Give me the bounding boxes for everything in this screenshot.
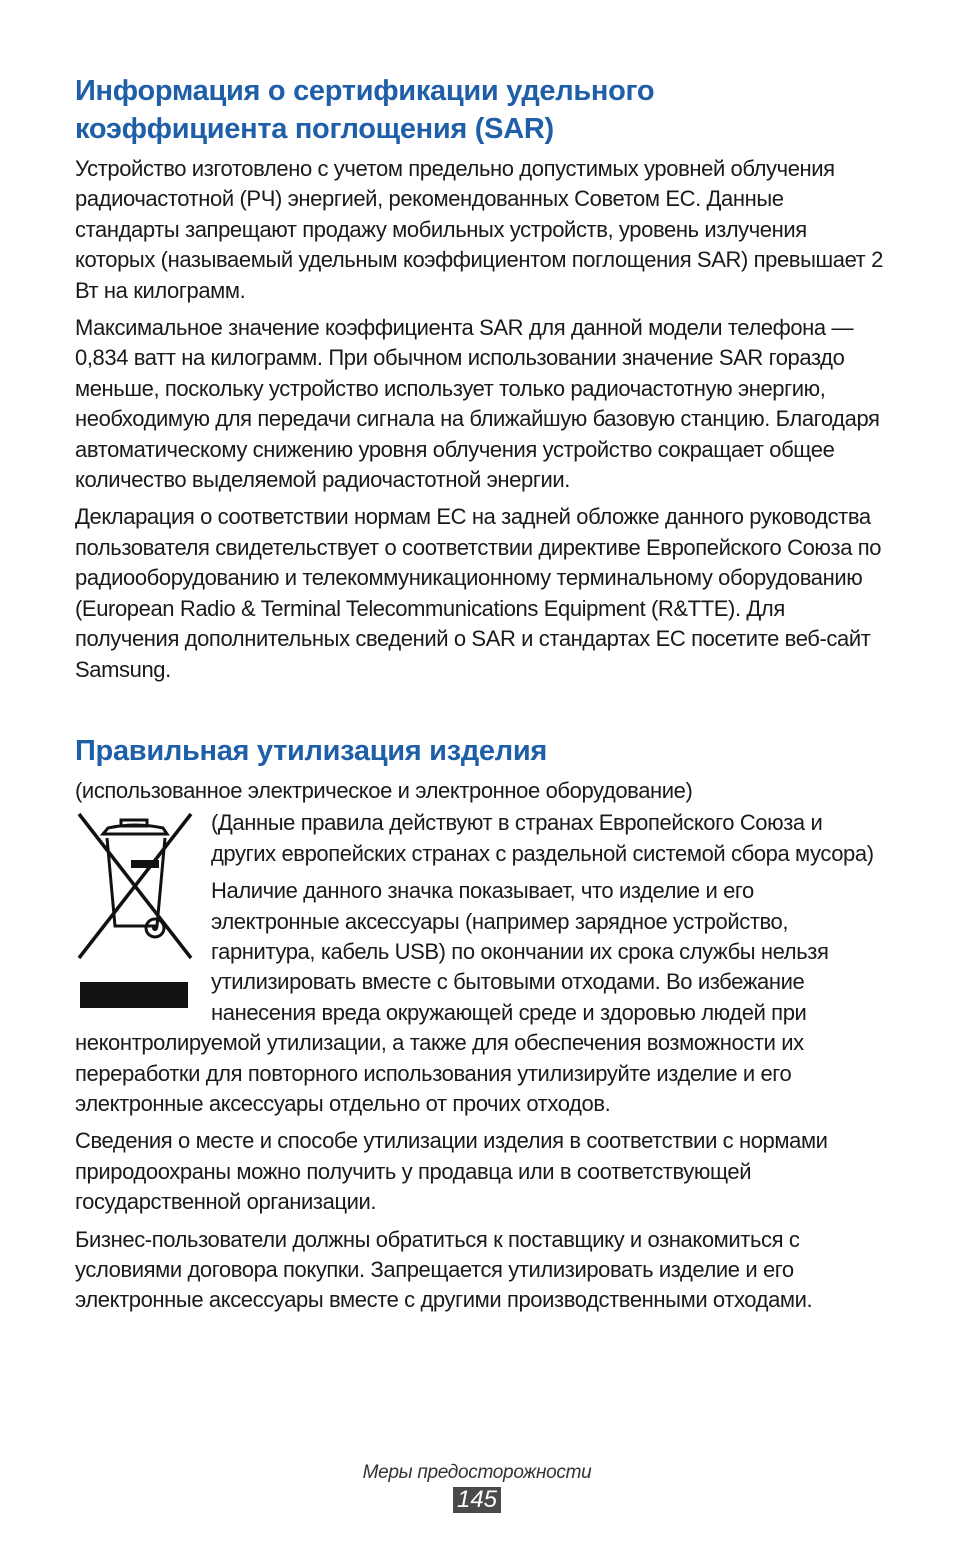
sar-paragraph-2: Максимальное значение коэффициента SAR для данной модели телефона — 0,834 ватт на килограмм. При обычном использовании значение SAR гораздо меньше, поскольку устройство использует только радиочастотную энергию, необходимую для передачи сигнала на ближайшую базовую станцию. Благодаря автоматическому снижению уровня облучения устройство сокращает общее количество выделяемой радиочастотной энергии.	[75, 315, 880, 493]
page-content	[75, 72, 885, 1316]
disposal-paragraph-2: Наличие данного значка показывает, что изделие и его электронные аксессуары (например зарядное устройство, гарнитура, кабель USB) по окончании их срока службы нельзя утилизировать вместе с бытовыми отходами. Во избежание нанесения вреда окружающей среде и здоровью людей при неконтролируемой утилизации, а также для обеспечения возможности их переработки для повторного использования утилизируйте изделие и его электронные аксессуары отдельно от прочих отходов.	[75, 878, 829, 1116]
disposal-paragraph-4: Бизнес-пользователи должны обратиться к поставщику и ознакомиться с условиями договора покупки. Запрещается утилизировать изделие и его электронные аксессуары вместе с другими производственными отходами.	[75, 1226, 813, 1313]
crossed-bin-graphic	[75, 808, 195, 978]
weee-bin-icon	[75, 808, 211, 1006]
sar-paragraph-1: Устройство изготовлено с учетом предельно допустимых уровней облучения радиочастотной (РЧ) энергией, рекомендованных Советом ЕС. Данные стандарты запрещают продажу мобильных устройств, уровень излучения которых (называемый удельным коэффициентом поглощения SAR) превышает 2 Вт на килограмм.	[75, 156, 883, 303]
disposal-paragraph-1: (Данные правила действуют в странах Европейского Союза и других европейских странах с раздельной системой сбора мусора)	[211, 810, 874, 866]
sar-paragraph-3: Декларация о соответствии нормам ЕС на задней обложке данного руководства пользователя свидетельствует о соответствии директиве Европейского Союза по радиооборудованию и телекоммуникационному терминальному оборудованию (European Radio & Terminal Telecommunications Equipment (R&TTE). Для получения дополнительных сведений о SAR и стандартах ЕС посетите веб-сайт Samsung.	[75, 504, 882, 682]
disposal-body	[75, 808, 885, 1119]
sar-heading-line1: Информация о сертификации удельного	[75, 75, 655, 107]
sar-heading	[75, 72, 885, 148]
sar-heading-line2: коэффициента поглощения (SAR)	[75, 113, 554, 145]
weee-black-bar	[80, 982, 188, 1008]
disposal-paragraph-3: Сведения о месте и способе утилизации изделия в соответствии с нормами природоохраны можно получить у продавца или в соответствующей государственной организации.	[75, 1128, 828, 1215]
page-footer	[0, 1462, 954, 1513]
disposal-heading: Правильная утилизация изделия	[75, 734, 548, 767]
page-number-badge: 145	[453, 1487, 501, 1513]
disposal-subtitle: (использованное электрическое и электронное оборудование)	[75, 777, 693, 803]
footer-section-title: Меры предосторожности	[362, 1462, 592, 1483]
